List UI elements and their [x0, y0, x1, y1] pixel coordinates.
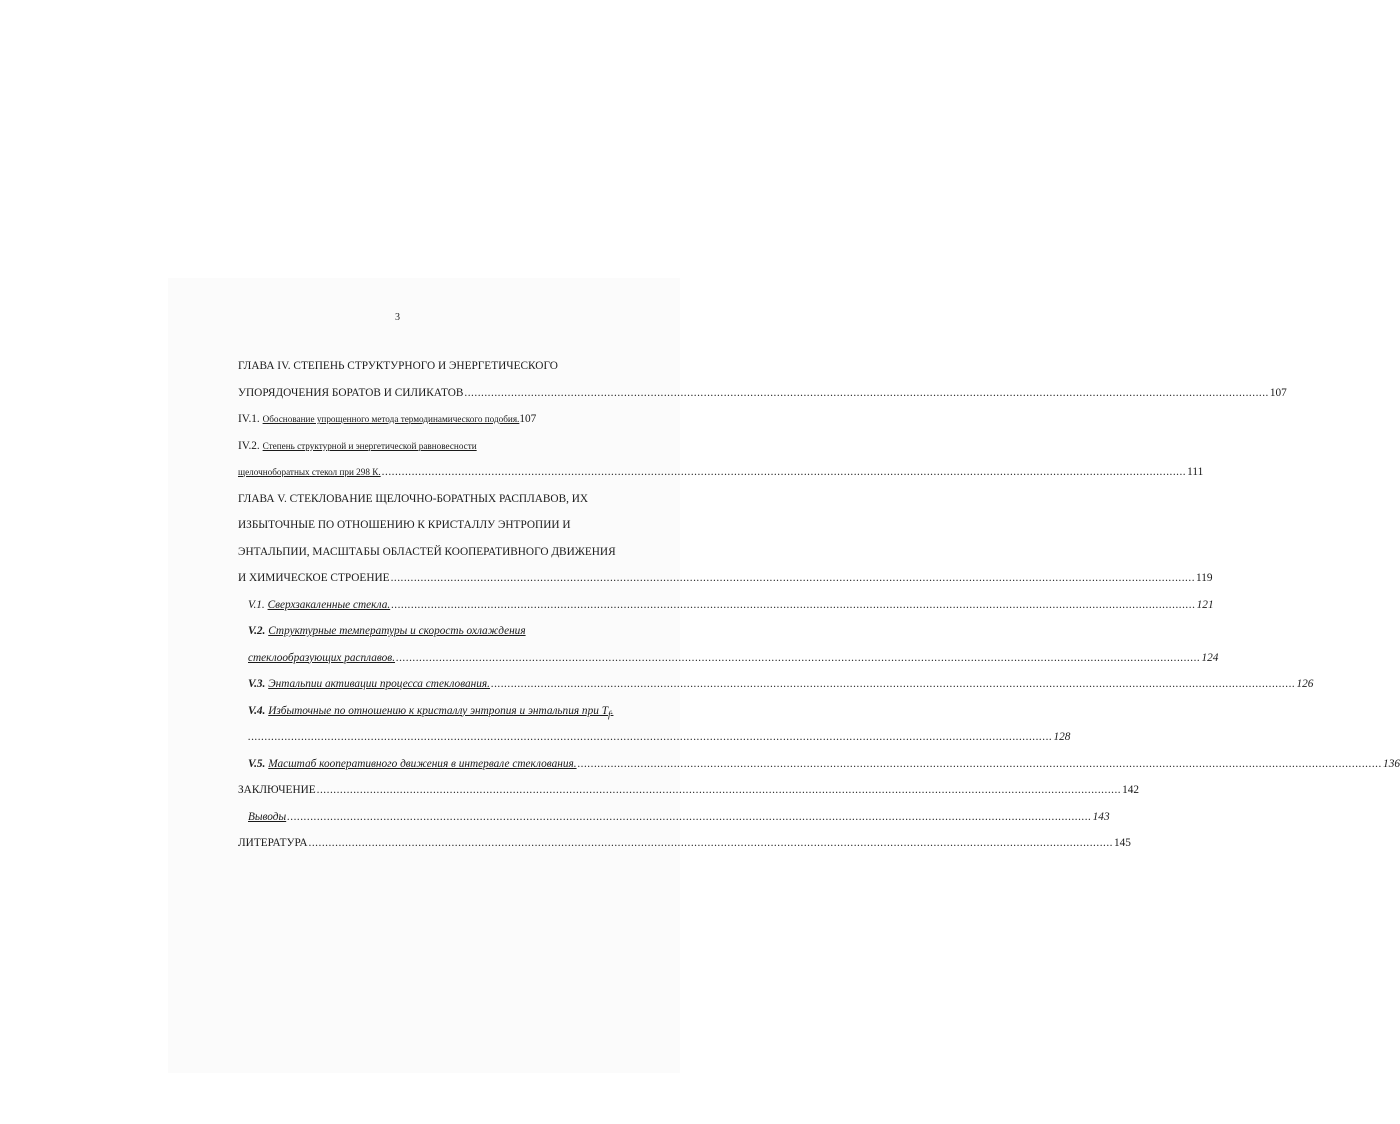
page-ref: 107: [519, 413, 537, 425]
toc-chapter-4-line1: ГЛАВА IV. СТЕПЕНЬ СТРУКТУРНОГО И ЭНЕРГЕТИЧЕСКОГО: [238, 360, 558, 372]
page-ref: 128: [1053, 731, 1071, 743]
toc-chapter-5-line4[interactable]: И ХИМИЧЕСКОЕ СТРОЕНИЕ ..... 119: [238, 572, 626, 599]
toc-section-5-3[interactable]: V.3. Энтальпии активации процесса стеклования. ..... 126: [238, 678, 626, 705]
page-ref: 126: [1296, 678, 1314, 690]
toc-chapter-4-line2[interactable]: УПОРЯДОЧЕНИЯ БОРАТОВ И СИЛИКАТОВ ..... 107: [238, 387, 626, 414]
dot-leader: [391, 599, 1195, 611]
toc-literature[interactable]: ЛИТЕРАТУРА ..... 145: [238, 837, 626, 864]
dot-leader: [309, 837, 1113, 849]
dot-leader: [578, 758, 1382, 770]
page-number: 3: [395, 312, 400, 323]
dot-leader: [248, 731, 1052, 743]
page-ref: 145: [1114, 837, 1131, 849]
table-of-contents: [238, 360, 1400, 864]
dot-leader: [287, 811, 1091, 823]
dot-leader: [317, 784, 1121, 796]
page-ref: 143: [1092, 810, 1110, 823]
toc-section-4-1[interactable]: IV.1. Обоснование упрощенного метода термодинамического подобия. 107: [238, 413, 537, 425]
toc-section-5-5[interactable]: V.5. Масштаб кооперативного движения в интервале стеклования. ..... 136: [238, 758, 626, 785]
toc-section-5-4-line1: V.4. Избыточные по отношению к кристаллу энтропия и энтальпия при $T_f$.: [248, 704, 614, 720]
toc-section-5-1[interactable]: V.1. Сверхзакаленные стекла. ..... 121: [238, 599, 626, 626]
toc-section-4-2-line2[interactable]: щелочноборатных стекол при 298 К. ..... 111: [238, 466, 626, 493]
toc-section-4-2-line1: IV.2. Степень структурной и энергетической равновесности: [238, 439, 477, 452]
page-ref: 142: [1122, 784, 1140, 796]
toc-findings[interactable]: Выводы ..... 143: [238, 811, 626, 838]
page-ref: 119: [1196, 572, 1213, 584]
toc-chapter-5-line1: ГЛАВА V. СТЕКЛОВАНИЕ ЩЕЛОЧНО-БОРАТНЫХ РАСПЛАВОВ, ИХ: [238, 492, 589, 505]
toc-conclusion[interactable]: ЗАКЛЮЧЕНИЕ ..... 142: [238, 784, 626, 811]
page-ref: 124: [1201, 651, 1219, 664]
dot-leader: [464, 387, 1268, 399]
dot-leader: [491, 678, 1295, 690]
toc-chapter-5-line2: ИЗБЫТОЧНЫЕ ПО ОТНОШЕНИЮ К КРИСТАЛЛУ ЭНТРОПИИ И: [238, 519, 571, 531]
dot-leader: [396, 652, 1200, 664]
toc-section-5-4-line2[interactable]: [238, 731, 1071, 758]
dot-leader: [391, 572, 1195, 584]
page-ref: 111: [1187, 466, 1204, 478]
toc-section-5-2-line1: V.2. Структурные температуры и скорость охлаждения: [248, 625, 526, 637]
toc-section-5-2-line2[interactable]: стеклообразующих расплавов. ..... 124: [238, 652, 626, 679]
page-ref: 121: [1196, 598, 1214, 611]
toc-chapter-5-line3: ЭНТАЛЬПИИ, МАСШТАБЫ ОБЛАСТЕЙ КООПЕРАТИВНОГО ДВИЖЕНИЯ: [238, 545, 616, 558]
page-ref: 107: [1269, 386, 1287, 399]
page-ref: 136: [1383, 757, 1400, 770]
dot-leader: [382, 466, 1186, 478]
